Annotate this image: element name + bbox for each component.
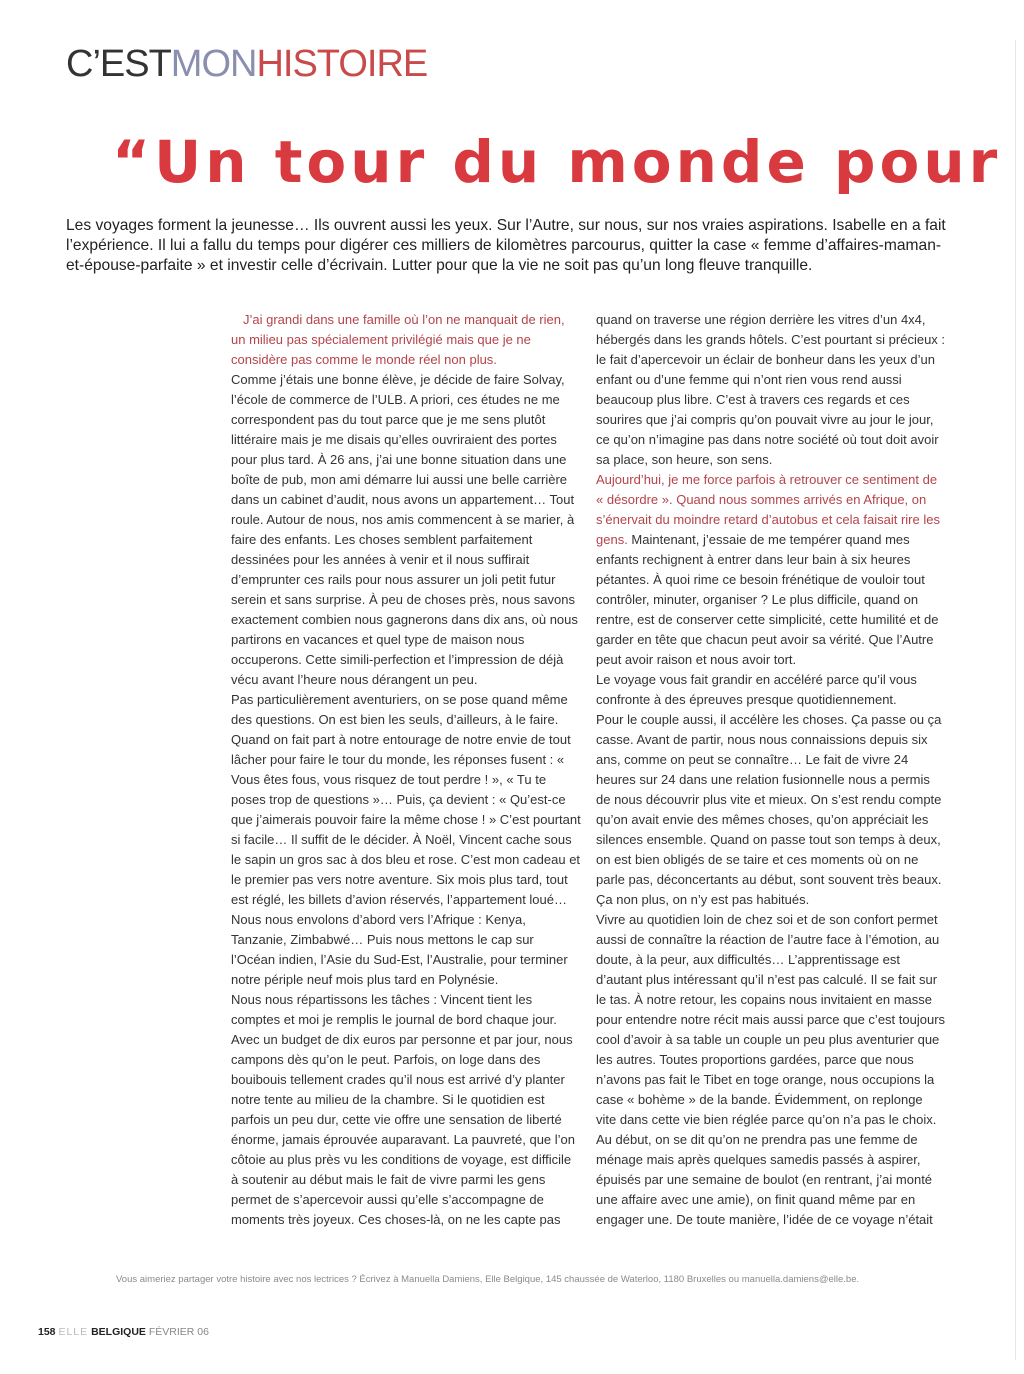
page-number: 158 [38,1326,56,1338]
magazine-name: ELLE [58,1326,89,1338]
rubric-part-3: HISTOIRE [256,43,428,85]
page-folio [38,1324,209,1340]
paragraph: Pas particulièrement aventuriers, on se pose quand même des questions. On est bien les seuls, d’ailleurs, à le faire. Quand on fait part à notre entourage de notre envie de tout lâcher pour faire le tour du monde, les réponses fusent : « Vous êtes fous, vous risquez de tout perdre ! », « Tu te poses trop de questions »… Puis, ça devient : « Qu’est-ce que j’aimerais pouvoir faire la même chose ! » C’est pourtant si facile… Il suffit de le décider. À Noël, Vincent cache sous le sapin un gros sac à dos bleu et rose. C’est mon cadeau et le premier pas vers notre aventure. Six mois plus tard, tout est réglé, les billets d’avion réservés, l’appartement loué… Nous nous envolons d’abord vers l’Afrique : Kenya, Tanzanie, Zimbabwé… Puis nous mettons le cap sur l’Océan indien, l’Asie du Sud-Est, l’Australie, pour terminer notre périple neuf mois plus tard en Polynésie. [231,692,581,987]
paragraph: Au début, on se dit qu’on ne prendra pas une femme de ménage mais après quelques samedis passés à aspirer, épuisés par une semaine de boulot (en rentrant, j’ai monté une affaire avec une amie), on finit quand même par en engager une. De toute manière, l’idée de ce voyage n’était [596,1132,933,1227]
paragraph: quand on traverse une région derrière les vitres d’un 4x4, hébergés dans les grands hôtels. C’est pourtant si précieux : le fait d’apercevoir un éclair de bonheur dans les yeux d’un enfant ou d’une femme qui n’ont rien vous rend aussi beaucoup plus libre. C’est à travers ces regards et ces sourires que j’ai compris qu’on pouvait vivre au jour le jour, ce qu’on n’imagine pas dans notre société où tout doit avoir sa place, son heure, son sens. [596,312,946,467]
rubric-part-1: C’EST [66,43,171,85]
rubric-title [66,40,427,88]
paragraph-continuation: Maintenant, j’essaie de me tempérer quand mes enfants rechignent à entrer dans leur bain à six heures pétantes. À quoi rime ce besoin frénétique de vouloir tout contrôler, minuter, organiser ? Le plus difficile, quand on rentre, est de conserver cette simplicité, cette humilité et de garder en tête que chacun peut avoir sa vérité. Que l’Autre peut avoir raison et nous avoir tort. [596,532,939,667]
article-column-left [231,310,581,1230]
paragraph: Nous nous répartissons les tâches : Vincent tient les comptes et moi je remplis le journal de bord chaque jour. [231,992,557,1027]
paragraph: Pour le couple aussi, il accélère les choses. Ça passe ou ça casse. Avant de partir, nous nous connaissions depuis six ans, comme on peut se connaître… Le fait de vivre 24 heures sur 24 dans une relation fusionnelle nous a permis de nous découvrir plus vite et mieux. On s’est rendu compte qu’on avait envie des mêmes choses, qu’on appréciait les silences ensemble. Quand on passe tout son temps à deux, on est bien obligés de se taire et ces moments où on ne parle pas, déconcertants au début, sont souvent très beaux. Ça non plus, on n’y est pas habitués. [596,712,942,907]
paragraph: Le voyage vous fait grandir en accéléré parce qu’il vous confronte à des épreuves presque quotidiennement. [596,672,917,707]
rubric-part-2: MON [170,43,257,85]
article-column-right [596,310,946,1230]
lead-paragraph: J’ai grandi dans une famille où l’on ne manquait de rien, un milieu pas spécialement privilégié mais que je ne considère pas comme le monde réel non plus. [231,312,565,367]
paragraph: Avec un budget de dix euros par personne et par jour, nous campons dès qu’on le peut. Parfois, on loge dans des bouibouis tellement crades qu’il nous est arrivé d’y planter notre tente au milieu de la chambre. Si le quotidien est parfois un peu dur, cette vie offre une sensation de liberté énorme, jamais éprouvée auparavant. La pauvreté, que l’on côtoie au plus près vu les conditions de voyage, est difficile à soutenir au début mais le fait de vivre parmi les gens permet de s’apercevoir aussi qu’elle s’accompagne de moments très joyeux. Ces choses-là, on ne les capte pas [231,1032,575,1227]
contact-note: Vous aimeriez partager votre histoire avec nos lectrices ? Écrivez à Manuella Damiens, Elle Belgique, 145 chaussée de Waterloo, 1180 Bruxelles ou manuella.damiens@elle.be. [116,1274,860,1285]
article-headline: “Un tour du monde pour [112,128,1002,196]
page-edge-line [1015,40,1016,1360]
paragraph [596,470,946,670]
edition-name: BELGIQUE [91,1326,146,1338]
article-intro: Les voyages forment la jeunesse… Ils ouvrent aussi les yeux. Sur l’Autre, sur nous, sur nos vraies aspirations. Isabelle en a fait l’expérience. Il lui a fallu du temps pour digérer ces milliers de kilomètres parcourus, quitter la case « femme d’affaires-maman-et-épouse-parfaite » et investir celle d’écrivain. Lutter pour que la vie ne soit pas qu’un long fleuve tranquille. [66,217,946,274]
paragraph: Comme j’étais une bonne élève, je décide de faire Solvay, l’école de commerce de l’ULB. A priori, ces études ne me correspondent pas du tout parce que je me sens plutôt littéraire mais je me disais qu’elles ouvriraient des portes pour plus tard. À 26 ans, j’ai une bonne situation dans une boîte de pub, mon ami démarre lui aussi une belle carrière dans un cabinet d’audit, nous avons un appartement… Tout roule. Autour de nous, nos amis commencent à se marier, à faire des enfants. Les choses semblent parfaitement dessinées pour les années à venir et il nous suffirait d’emprunter ces rails pour nous assurer un joli petit futur serein et sans surprise. À peu de choses près, nous savons exactement combien nous gagnerons dans dix ans, où nous partirons en vacances et quel type de maison nous occuperons. Cette simili-perfection et l’impression de déjà vécu avant l’heure nous dérangent un peu. [231,372,578,687]
issue-date: FÉVRIER 06 [148,1326,209,1338]
paragraph: Vivre au quotidien loin de chez soi et de son confort permet aussi de connaître la réaction de l’autre face à l’émotion, au doute, à la peur, aux difficultés… L’apprentissage est d’autant plus intéressant qu’il n’est pas calculé. Il se fait sur le tas. À notre retour, les copains nous invitaient en masse pour entendre notre récit mais aussi parce que c’est toujours cool d’avoir à sa table un couple un peu plus aventurier que les autres. Toutes proportions gardées, parce que nous n’avons pas fait le Tibet en toge orange, nous occupions la case « bohème » de la bande. Évidemment, on replonge vite dans cette vie bien réglée parce qu’on n’a pas le choix. [596,912,946,1127]
highlight-lead: Aujourd’hui, je me force parfois à retrouver ce sentiment de « désordre ». Quand nous sommes arrivés en Afrique, on s’énervait du moindre retard d’autobus et cela faisait rire les gens. [596,472,940,547]
